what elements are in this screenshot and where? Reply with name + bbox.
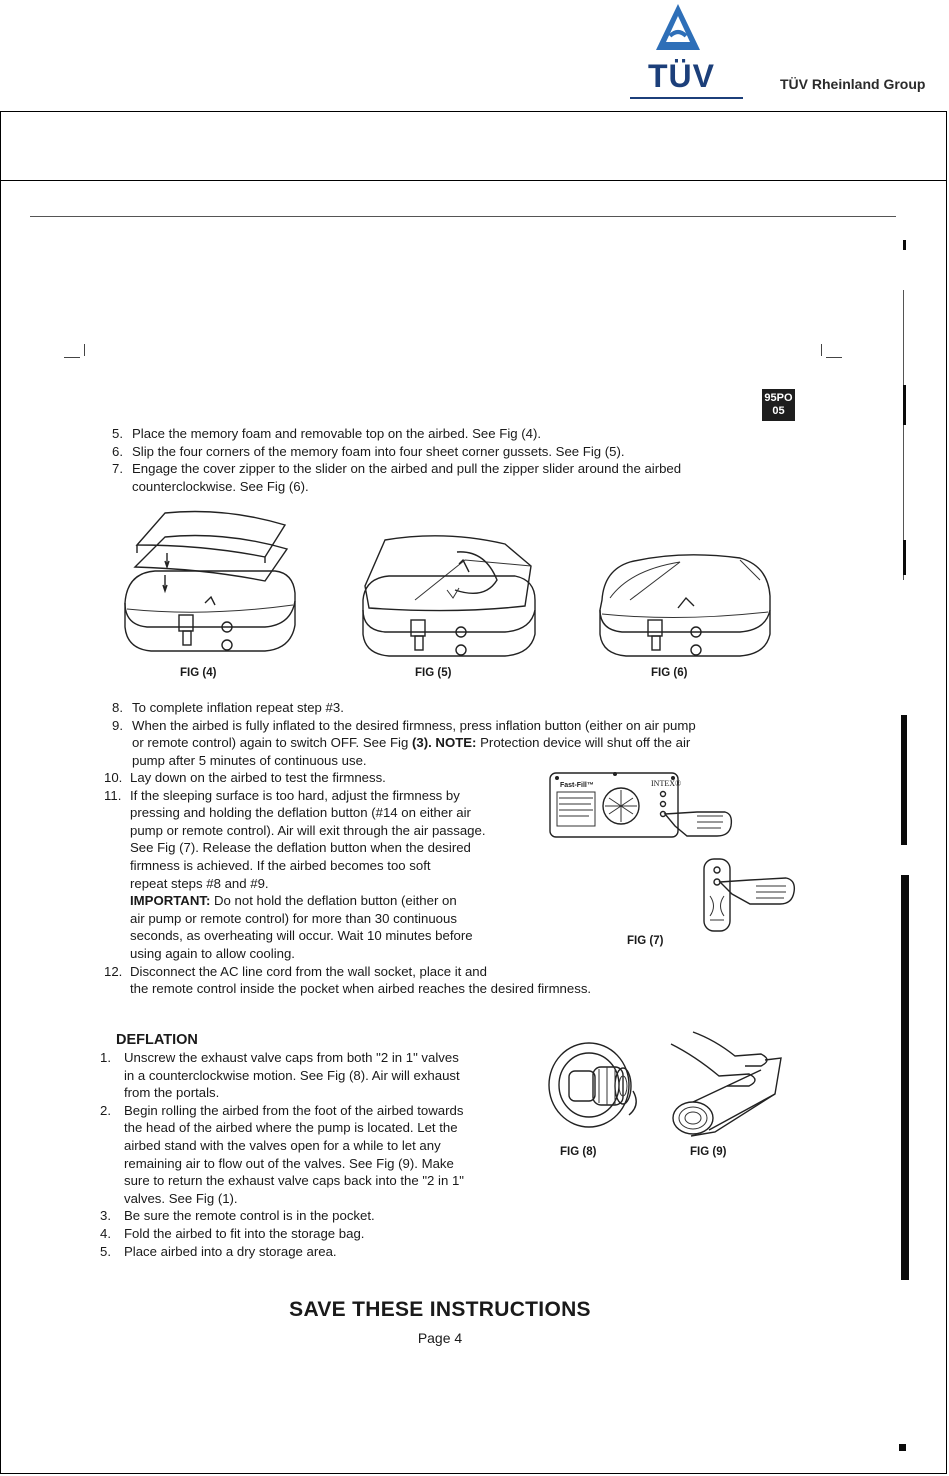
list-item: 2. Begin rolling the airbed from the foot of the airbed towards — [100, 1102, 464, 1118]
list-item-continuation: or remote control) again to switch OFF. See Fig (3). NOTE: Protection device will shut off the air — [132, 735, 691, 751]
fig8-valve-illustration — [537, 1035, 647, 1140]
crop-mark-right-vert — [821, 344, 822, 356]
crop-mark-left-vert — [84, 344, 85, 356]
list-item-continuation: See Fig (7). Release the deflation button when the desired — [130, 840, 471, 856]
company-group-name: TÜV Rheinland Group — [780, 76, 926, 92]
deflation-steps — [100, 1049, 464, 1260]
list-item: 5. Place airbed into a dry storage area. — [100, 1243, 337, 1259]
steps-8-9 — [112, 699, 696, 769]
fig4-caption: FIG (4) — [180, 667, 217, 679]
list-item: 4. Fold the airbed to fit into the storage bag. — [100, 1225, 365, 1241]
scanned-page-top-rule — [30, 216, 896, 217]
fig5-corner-gusset-illustration — [355, 530, 545, 665]
list-item-continuation: sure to return the exhaust valve caps back into the "2 in 1" — [124, 1173, 464, 1189]
list-item-continuation: pump or remote control). Air will exit through the air passage. — [130, 822, 486, 838]
header-divider — [1, 180, 947, 181]
scan-edge-bar — [903, 290, 904, 580]
important-note-line: using again to allow cooling. — [130, 945, 295, 961]
fig5-caption: FIG (5) — [415, 667, 452, 679]
list-item: 1. Unscrew the exhaust valve caps from both "2 in 1" valves — [100, 1050, 459, 1065]
document-stamp — [762, 389, 795, 421]
list-item-continuation: airbed stand with the valves open for a while to let any — [124, 1137, 441, 1153]
stamp-line-1: 95PO — [764, 392, 793, 404]
logo-underline — [630, 97, 743, 99]
list-item-continuation: in a counterclockwise motion. See Fig (8). Air will exhaust — [124, 1067, 460, 1083]
scan-edge-bar — [899, 1444, 906, 1451]
list-item: 10. Lay down on the airbed to test the firmness. — [104, 770, 386, 785]
fig9-rolling-airbed-illustration — [665, 1030, 785, 1142]
fig4-airbed-foam-illustration — [115, 505, 305, 665]
list-item-continuation: firmness is achieved. If the airbed becomes too soft — [130, 857, 431, 873]
fig6-caption: FIG (6) — [651, 667, 688, 679]
scan-edge-bar — [903, 385, 906, 425]
scan-edge-bar — [903, 540, 906, 575]
crop-mark-left — [64, 357, 80, 358]
list-item-continuation: counterclockwise. See Fig (6). — [132, 478, 309, 494]
list-item-continuation: repeat steps #8 and #9. — [130, 875, 269, 891]
list-item-continuation: pump after 5 minutes of continuous use. — [132, 752, 367, 768]
save-instructions-banner: SAVE THESE INSTRUCTIONS — [289, 1298, 591, 1321]
stamp-line-2: 05 — [772, 405, 785, 417]
steps-5-to-7 — [112, 425, 681, 495]
list-item: 11. If the sleeping surface is too hard, adjust the firmness by — [104, 787, 460, 803]
fig7-remote-control-illustration — [700, 856, 815, 936]
fig9-caption: FIG (9) — [690, 1146, 727, 1158]
list-item-continuation: from the portals. — [124, 1085, 220, 1101]
important-note-line: air pump or remote control) for more than 30 continuous — [130, 910, 457, 926]
list-item: 9. When the airbed is fully inflated to the desired firmness, press inflation button (either on air pump — [112, 717, 696, 733]
deflation-heading: DEFLATION — [116, 1032, 198, 1048]
important-note: IMPORTANT: Do not hold the deflation button (either on — [130, 893, 457, 909]
scan-edge-bar — [901, 875, 909, 1280]
list-item: 3. Be sure the remote control is in the pocket. — [100, 1208, 375, 1224]
list-item-continuation: remaining air to flow out of the valves. See Fig (9). Make — [124, 1155, 454, 1171]
list-item-continuation: the head of the airbed where the pump is located. Let the — [124, 1120, 458, 1136]
tuv-logo-text: TÜV — [648, 58, 715, 94]
pump-brand-label: Fast-Fill™ — [560, 782, 594, 789]
list-item-continuation: the remote control inside the pocket when airbed reaches the desired firmness. — [130, 981, 592, 997]
fig7-caption: FIG (7) — [627, 935, 664, 947]
fig8-caption: FIG (8) — [560, 1146, 597, 1158]
scan-edge-bar — [903, 240, 906, 250]
list-item: 8. To complete inflation repeat step #3. — [112, 700, 344, 715]
list-item-continuation: valves. See Fig (1). — [124, 1190, 238, 1206]
list-item: 12. Disconnect the AC line cord from the wall socket, place it and — [104, 963, 487, 979]
page-number: Page 4 — [417, 1330, 463, 1346]
scan-edge-bar — [901, 715, 907, 845]
list-item: 6. Slip the four corners of the memory foam into four sheet corner gussets. See Fig (5). — [112, 443, 625, 459]
steps-10-11 — [104, 769, 591, 998]
fig6-zipper-cover-illustration — [590, 540, 780, 665]
crop-mark-right — [826, 357, 842, 358]
pump-maker-label: INTEX® — [651, 779, 682, 788]
list-item: 5. Place the memory foam and removable top on the airbed. See Fig (4). — [112, 426, 542, 441]
important-note-line: seconds, as overheating will occur. Wait 10 minutes before — [130, 928, 473, 944]
list-item: 7. Engage the cover zipper to the slider on the airbed and pull the zipper slider around the airbed — [112, 461, 682, 477]
list-item-continuation: pressing and holding the deflation button (#14 on either air — [130, 805, 471, 821]
